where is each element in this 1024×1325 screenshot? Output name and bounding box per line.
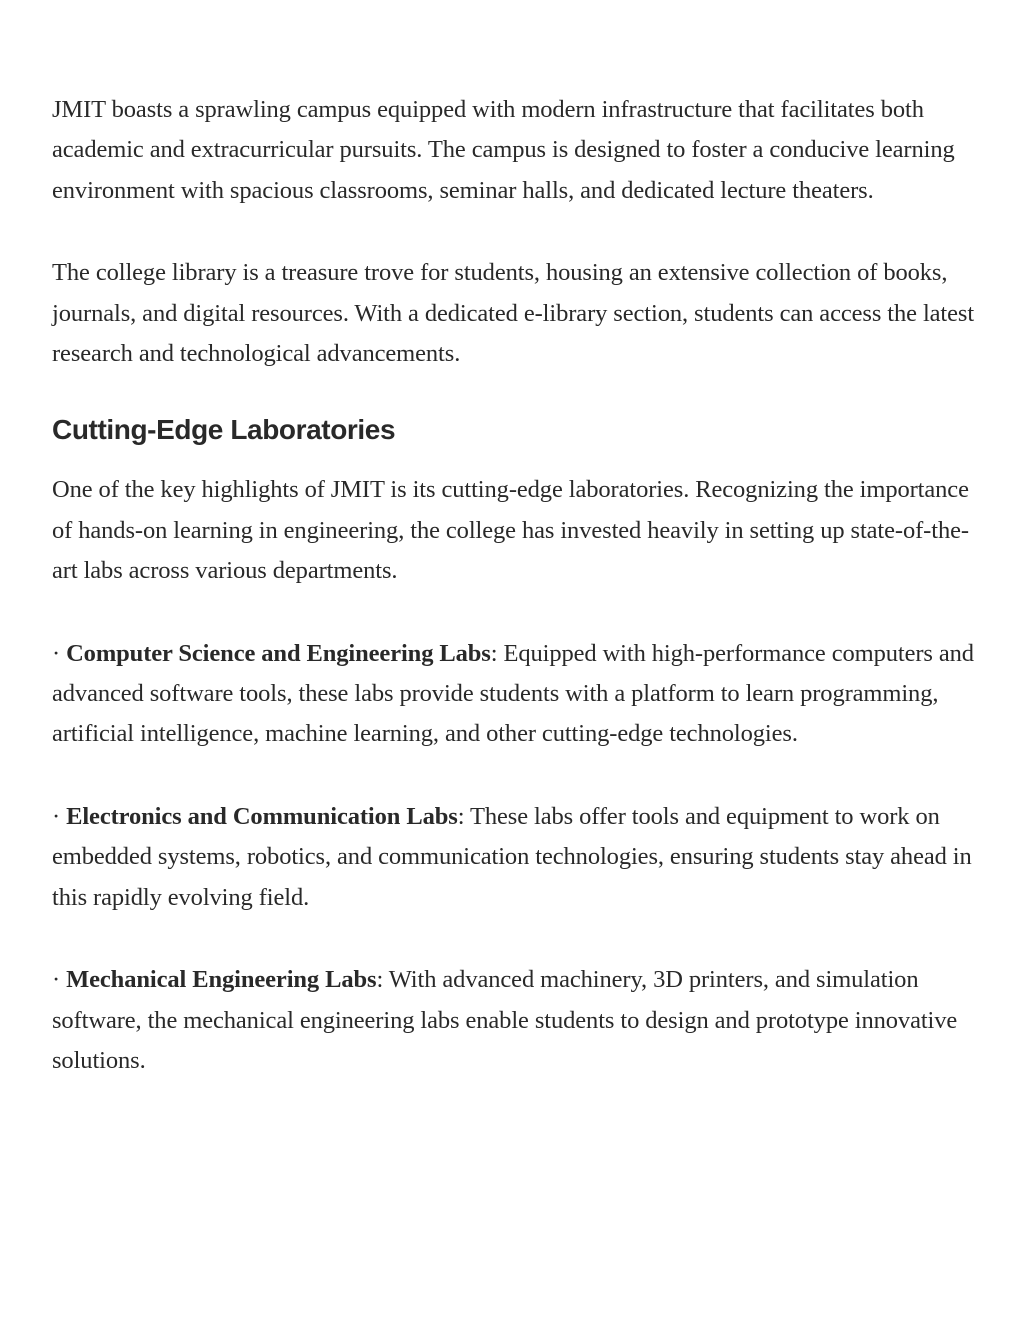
article-body (52, 90, 982, 1081)
lab-name: Mechanical Engineering Labs (66, 966, 377, 994)
bullet-marker: · (52, 639, 67, 667)
lab-description: Equipped with high-performance computers and advanced software tools, these labs provide students with a platform to learn programming, artificial intelligence, machine learning, and other cutting-edge technologies. (52, 639, 974, 748)
lab-item-electronics (52, 797, 982, 918)
lab-name: Electronics and Communication Labs (66, 802, 458, 830)
lab-item-computer-science (52, 634, 982, 755)
lab-description: These labs offer tools and equipment to work on embedded systems, robotics, and communication technologies, ensuring students stay ahead in this rapidly evolving field. (52, 802, 972, 911)
lab-description: With advanced machinery, 3D printers, and simulation software, the mechanical engineering labs enable students to design and prototype innovative solutions. (52, 966, 958, 1074)
bullet-marker: · (52, 966, 67, 994)
separator: : (457, 802, 470, 830)
section-heading-laboratories: Cutting-Edge Laboratories (52, 414, 396, 446)
separator: : (376, 966, 389, 994)
campus-paragraph: JMIT boasts a sprawling campus equipped with modern infrastructure that facilitates both academic and extracurricular pursuits. The campus is designed to foster a conducive learning environment with spacious classrooms, seminar halls, and dedicated lecture theaters. (52, 96, 955, 204)
separator: : (490, 639, 504, 667)
lab-item-mechanical (52, 960, 982, 1081)
bullet-marker: · (52, 802, 67, 830)
library-paragraph: The college library is a treasure trove for students, housing an extensive collection of books, journals, and digital resources. With a dedicated e-library section, students can access the latest research and technological advancements. (52, 259, 975, 368)
lab-name: Computer Science and Engineering Labs (66, 639, 491, 667)
labs-intro-paragraph: One of the key highlights of JMIT is its cutting-edge laboratories. Recognizing the importance of hands-on learning in engineering, the college has invested heavily in setting up state-of-the-art labs across various departments. (52, 476, 969, 585)
